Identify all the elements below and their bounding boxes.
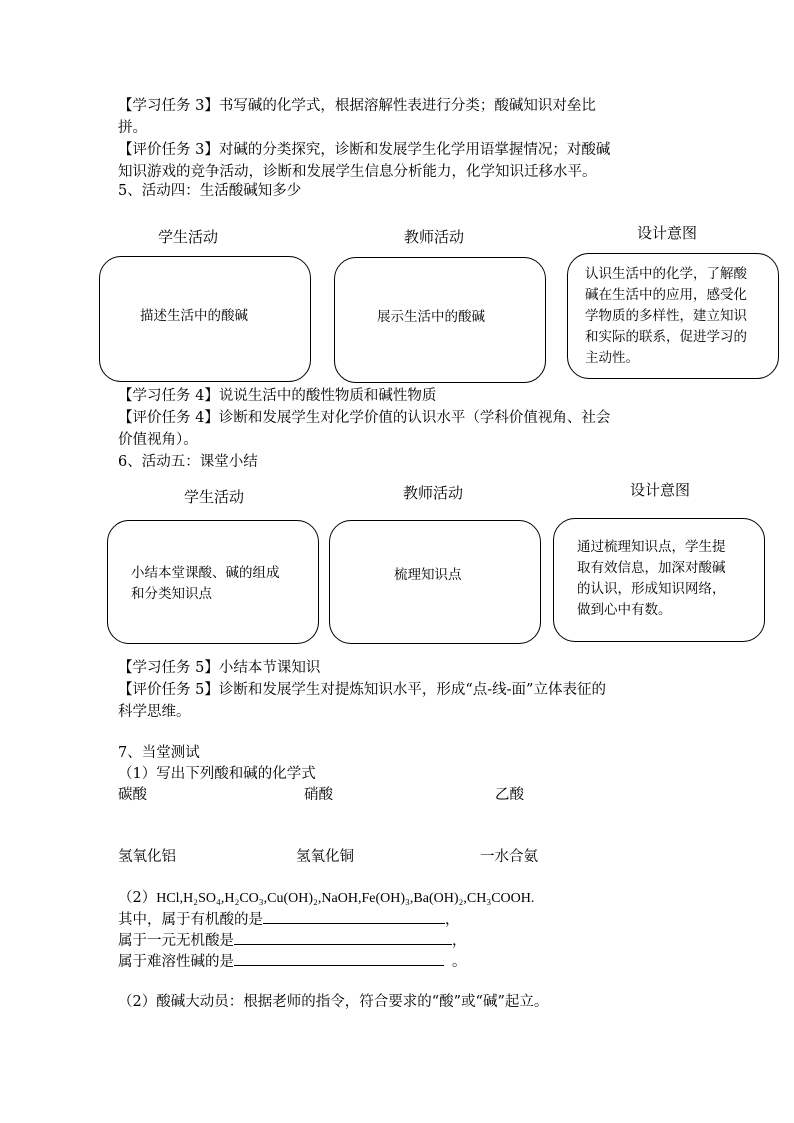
q1-item: 氢氧化铝 <box>118 849 176 865</box>
activity-4-title: 5、活动四：生活酸碱知多少 <box>118 183 302 199</box>
question-3: （2）酸碱大动员：根据老师的指令，符合要求的“酸”或“碱”起立。 <box>118 994 549 1010</box>
learning-task-4: 【学习任务 4】说说生活中的酸性物质和碱性物质 <box>118 388 437 404</box>
a5-student-box <box>107 520 319 644</box>
fill-3-label: 属于难溶性碱的是 <box>118 954 234 970</box>
a5-design-line: 做到心中有数。 <box>577 602 672 618</box>
q1-item: 碳酸 <box>118 787 147 803</box>
answer-blank-2[interactable] <box>234 929 452 945</box>
a5-design-box <box>553 518 765 642</box>
a5-design-line: 的认识，形成知识网络， <box>577 581 726 597</box>
a4-design-line: 认识生活中的化学，了解酸 <box>585 266 747 282</box>
a4-student-box <box>99 256 311 382</box>
a5-student-line: 和分类知识点 <box>131 586 212 602</box>
q1-item: 氢氧化铜 <box>296 849 354 865</box>
fill-1-label: 其中，属于有机酸的是 <box>118 912 263 928</box>
eval-task-5-line2: 科学思维。 <box>118 704 191 720</box>
fill-1-end: ， <box>445 912 460 928</box>
a4-design-line: 和实际的联系，促进学习的 <box>585 329 747 345</box>
a5-teacher-box <box>329 520 541 644</box>
question-1: （1）写出下列酸和碱的化学式 <box>118 766 316 782</box>
q1-item: 一水合氨 <box>480 849 538 865</box>
a4-header-design: 设计意图 <box>637 224 698 242</box>
activity-5-title: 6、活动五：课堂小结 <box>118 454 258 470</box>
eval-task-4-line1: 【评价任务 4】诊断和发展学生对化学价值的认识水平（学科价值视角、社会 <box>118 410 611 426</box>
eval-task-4-line2: 价值视角）。 <box>118 432 198 448</box>
eval-task-3-line2: 知识游戏的竞争活动，诊断和发展学生信息分析能力，化学知识迁移水平。 <box>118 164 597 180</box>
fill-line-3 <box>118 950 467 973</box>
a5-design-line: 通过梳理知识点，学生提 <box>577 539 726 555</box>
fill-line-2 <box>118 929 467 952</box>
a4-design-line: 碱在生活中的应用，感受化 <box>585 287 747 303</box>
a4-teacher-box <box>334 257 546 383</box>
a4-header-student: 学生活动 <box>158 228 219 246</box>
eval-task-5-line1: 【评价任务 5】诊断和发展学生对提炼知识水平，形成“点-线-面”立体表征的 <box>118 682 606 698</box>
a5-header-teacher: 教师活动 <box>403 484 464 502</box>
fill-2-label: 属于一元无机酸是 <box>118 933 234 949</box>
a4-design-box <box>567 253 779 379</box>
answer-blank-1[interactable] <box>263 908 445 924</box>
answer-blank-3[interactable] <box>234 950 444 966</box>
learning-task-3-line1: 【学习任务 3】书写碱的化学式，根据溶解性表进行分类；酸碱知识对垒比 <box>118 98 596 114</box>
q1-item: 乙酸 <box>495 787 524 803</box>
a5-header-design: 设计意图 <box>630 481 691 499</box>
a4-design-line: 学物质的多样性，建立知识 <box>585 308 747 324</box>
question-2-formulas: HCl,H₂SO₄,H₂CO₃,Cu(OH)₂,NaOH,Fe(OH)₃,Ba(OH)₂,CH₃COOH. <box>156 891 535 906</box>
a4-design-line: 主动性。 <box>585 350 639 366</box>
a4-header-teacher: 教师活动 <box>404 228 465 246</box>
q1-item: 硝酸 <box>304 787 333 803</box>
a4-teacher-text: 展示生活中的酸碱 <box>377 309 485 325</box>
fill-3-end: 。 <box>452 954 467 970</box>
a5-student-line: 小结本堂课酸、碱的组成 <box>131 565 280 581</box>
question-2-label: （2） <box>118 890 157 906</box>
fill-2-end: ， <box>452 933 467 949</box>
fill-line-1 <box>118 908 460 931</box>
question-2 <box>118 887 534 910</box>
a4-student-text: 描述生活中的酸碱 <box>140 308 248 324</box>
a5-header-student: 学生活动 <box>184 488 245 506</box>
a5-teacher-text: 梳理知识点 <box>394 567 462 583</box>
a5-design-line: 取有效信息，加深对酸碱 <box>577 560 726 576</box>
learning-task-3-line2: 拼。 <box>118 120 147 136</box>
learning-task-5: 【学习任务 5】小结本节课知识 <box>118 660 321 676</box>
test-title: 7、当堂测试 <box>118 745 200 761</box>
eval-task-3-line1: 【评价任务 3】对碱的分类探究，诊断和发展学生化学用语掌握情况；对酸碱 <box>118 142 611 158</box>
